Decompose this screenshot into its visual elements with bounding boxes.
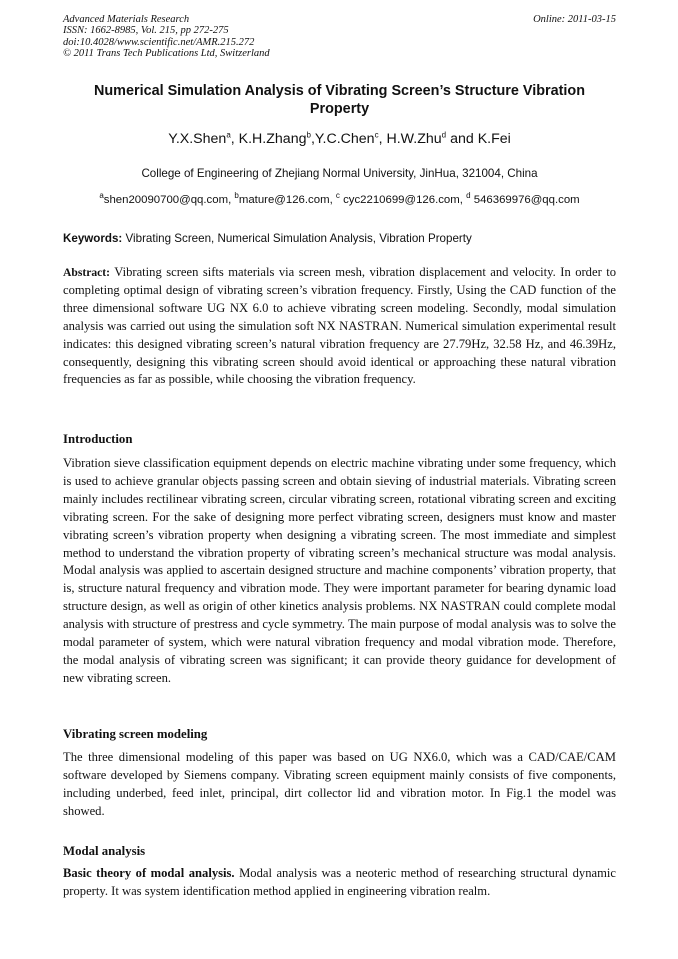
email-address: 546369976@qq.com: [473, 194, 580, 206]
email-list: $^a$shen20090700@qq.com, $^b$mature@126.com, $^c$ cyc2210699@126.com, $^d$ 546369976@qq.com: [99, 191, 580, 206]
author-mark: b: [306, 130, 311, 140]
subsection-label: Basic theory of modal analysis.: [63, 866, 235, 880]
author-name: Y.X.Shen: [168, 131, 227, 147]
author-mark: c: [374, 130, 379, 140]
paper-title: Numerical Simulation Analysis of Vibrating Screen’s Structure Vibration Property: [93, 83, 585, 117]
keywords: [63, 232, 616, 246]
email-mark: d: [466, 191, 471, 201]
modal-analysis-paragraph: [63, 865, 616, 901]
keywords-label: Keywords:: [63, 232, 123, 245]
section-heading-modal-analysis: Modal analysis: [63, 844, 146, 858]
modeling-paragraph: The three dimensional modeling of this paper was based on UG NX6.0, which was a CAD/CAE/CAM software developed by Siemens company. Vibrating screen equipment mainly consists of five components, including underbed, feed inlet, principal, dirt collector lid and vibration motor. In Fig.1 the model was showed.: [63, 750, 616, 818]
abstract: [63, 264, 616, 389]
abstract-text: Vibrating screen sifts materials via screen mesh, vibration displacement and velocity. In order to completing optimal design of vibrating screen’s vibration frequency. Firstly, Using the CAD function of the three dimensional software UG NX 6.0 to achieve vibrating screen modeling. Secondly, modal simulation analysis was carried out using the simulation soft NX NASTRAN. Numerical simulation experimental result indicates: this designed vibrating screen’s natural vibration frequency are 27.79Hz, 32.58 Hz, and 46.39Hz, consequently, designing this vibrating screen should avoid identical or approaching these natural vibration frequencies as far as possible, while choosing the vibration frequency.: [63, 265, 617, 387]
copyright-line: © 2011 Trans Tech Publications Ltd, Switzerland: [63, 48, 270, 60]
authors-and: and: [450, 131, 474, 147]
section-heading-introduction: Introduction: [63, 432, 133, 446]
issn-line: ISSN: 1662-8985, Vol. 215, pp 272-275: [63, 25, 229, 37]
author-mark: a: [226, 130, 231, 140]
journal-name: Advanced Materials Research: [63, 14, 190, 25]
author-name: K.Fei: [477, 131, 511, 147]
author-name: Y.C.Chen: [314, 131, 375, 147]
email-mark: b: [234, 191, 239, 201]
author-list: Y.X.Shen$^a$, K.H.Zhang$^b$,Y.C.Chen$^c$, H.W.Zhu$^d$ and K.Fei: [168, 130, 511, 147]
email-mark: c: [335, 191, 340, 201]
author-mark: d: [441, 130, 447, 140]
email-address: cyc2210699@126.com: [343, 194, 460, 206]
keywords-text: Vibrating Screen, Numerical Simulation Analysis, Vibration Property: [125, 232, 472, 245]
section-heading-modeling: Vibrating screen modeling: [63, 727, 208, 741]
author-name: K.H.Zhang: [238, 131, 307, 147]
author-name: H.W.Zhu: [386, 131, 442, 147]
introduction-paragraph: Vibration sieve classification equipment depends on electric machine vibrating under some frequency, which is used to achieve granular objects passing screen and obtain sieving of industrial materials. Vibrating screen mainly includes rectilinear vibrating screen, circular vibrating screen, rotational vibrating screen and exciting vibrating screen. For the sake of designing more perfect vibrating screen, designers must know and master vibrating screen’s vibration property when designing a vibrating screen. The most immediate and simplest method to understand the vibration property of vibrating screen’s mechanical structure was modal analysis. Modal analysis was applied to ascertain designed structure and machine components’ vibration property, that is, structure natural frequency and vibration mode. They were important parameter for bearing dynamic load structure design, as well as origin of other kinetics analysis problems. NX NASTRAN could complete modal analysis with structure of prestress and cycle symmetry. The main purpose of modal analysis was to solve the modal parameter of system, which were natural vibration frequency and modal vibration mode. Therefore, the modal analysis of vibrating screen was significant; it can provide theory guidance for development of new vibrating screen.: [63, 456, 616, 685]
abstract-label: Abstract:: [63, 266, 111, 279]
modal-analysis-text: Modal analysis was a neoteric method of researching structural dynamic property. It was system identification method applied in engineering vibration realm.: [63, 866, 616, 898]
email-address: shen20090700@qq.com: [103, 194, 229, 206]
doi-line: doi:10.4028/www.scientific.net/AMR.215.272: [63, 36, 255, 48]
email-mark: a: [99, 191, 104, 201]
email-address: mature@126.com: [238, 194, 330, 206]
affiliation: College of Engineering of Zhejiang Normal University, JinHua, 321004, China: [141, 167, 538, 180]
online-date: Online: 2011-03-15: [533, 14, 616, 25]
journal-header: [63, 14, 616, 60]
